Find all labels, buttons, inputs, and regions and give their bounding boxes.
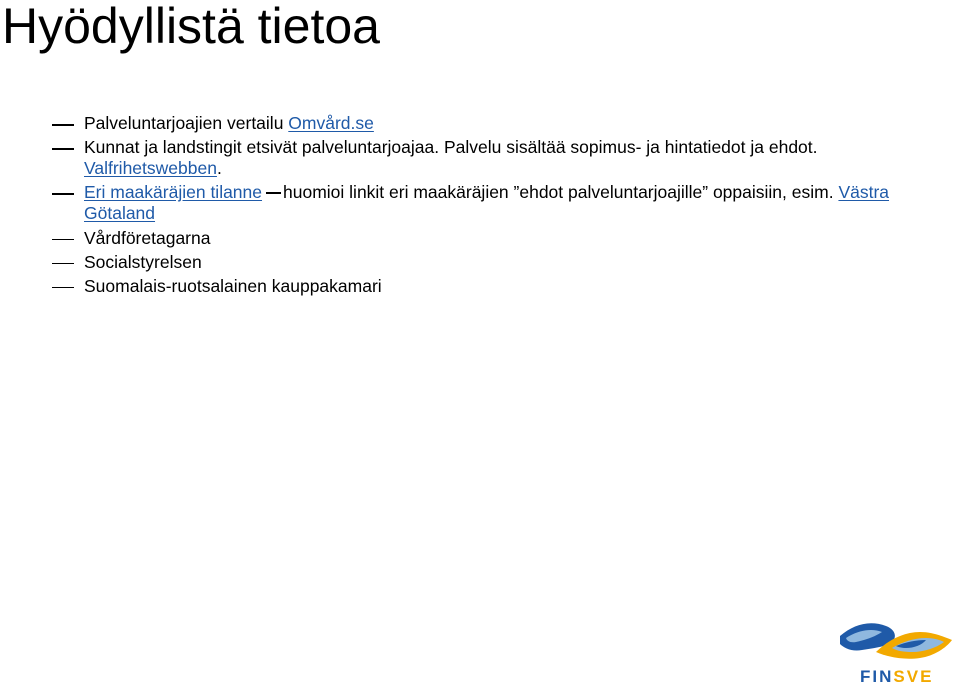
dash-separator-icon xyxy=(266,192,281,194)
bullet-text: Vårdföretagarna xyxy=(84,227,211,248)
list-item xyxy=(52,137,932,179)
dash-bullet-icon xyxy=(52,137,84,158)
bullet-text-segment: Kunnat ja landstingit etsivät palveluntarjoajaa. Palvelu sisältää sopimus- ja hintatiedot ja ehdot. xyxy=(84,137,818,158)
valfrihetswebben-link[interactable]: Valfrihetswebben xyxy=(84,158,217,179)
page-title: Hyödyllistä tietoa xyxy=(2,0,380,54)
bullet-text xyxy=(84,137,932,179)
list-item xyxy=(52,252,932,273)
list-item xyxy=(52,182,932,224)
bullet-text xyxy=(84,182,932,224)
list-item xyxy=(52,276,932,297)
omvard-link[interactable]: Omvård.se xyxy=(288,113,374,133)
list-item xyxy=(52,113,932,134)
dash-bullet-icon xyxy=(52,276,84,297)
dash-bullet-icon xyxy=(52,182,84,203)
dash-bullet-icon xyxy=(52,252,84,273)
bullet-text: Suomalais-ruotsalainen kauppakamari xyxy=(84,275,382,296)
dash-bullet-icon xyxy=(52,228,84,249)
finsve-logo xyxy=(836,618,956,690)
bullet-text-segment: Palveluntarjoajien vertailu xyxy=(84,113,289,133)
maakarajien-tilanne-link[interactable]: Eri maakäräjien tilanne xyxy=(84,182,263,203)
bullet-text-segment: huomioi linkit eri maakäräjien ”ehdot palveluntarjoajille” oppaisiin, esim. xyxy=(283,182,839,203)
vastra-gotaland-link[interactable]: Västra Götaland xyxy=(84,182,890,224)
bullet-text xyxy=(84,113,932,134)
bullet-text: Socialstyrelsen xyxy=(84,251,202,272)
finsve-logo-icon xyxy=(836,618,956,668)
finsve-logo-wordmark xyxy=(860,667,933,687)
bullet-list xyxy=(52,113,932,300)
logo-text-sve: SVE xyxy=(893,667,934,686)
list-item xyxy=(52,228,932,249)
bullet-text-segment: . xyxy=(216,158,222,179)
dash-bullet-icon xyxy=(52,113,84,134)
logo-text-fin: FIN xyxy=(860,667,894,686)
